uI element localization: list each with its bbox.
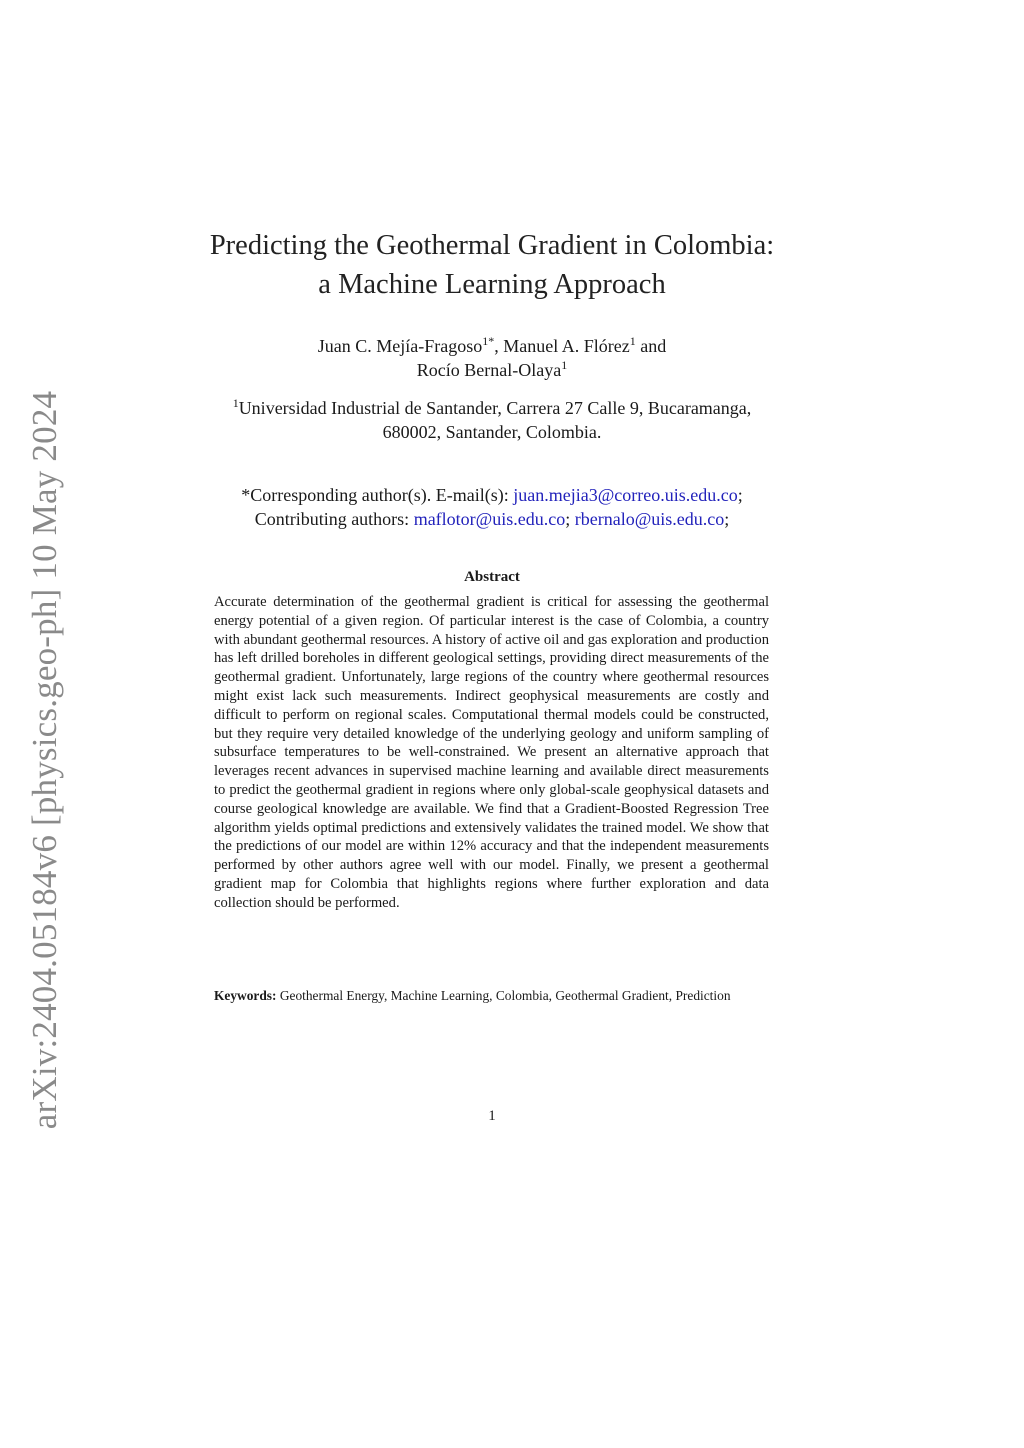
correspondence bbox=[0, 483, 984, 531]
affiliation-text-1: Universidad Industrial de Santander, Carrera 27 Calle 9, Bucaramanga, bbox=[238, 398, 752, 418]
author-line-1 bbox=[0, 334, 984, 358]
author-and: and bbox=[635, 336, 667, 356]
arxiv-stamp: arXiv:2404.05184v6 [physics.geo-ph] 10 May 2024 bbox=[25, 390, 64, 1130]
corresponding-label: *Corresponding author(s). E-mail(s): bbox=[241, 485, 514, 505]
contributing-label: Contributing authors: bbox=[254, 509, 414, 529]
author-bernal-olaya: Rocío Bernal-Olaya bbox=[416, 360, 562, 380]
author-list bbox=[0, 334, 984, 382]
contributing-semicolon: ; bbox=[724, 509, 730, 529]
author3-affiliation-mark: 1 bbox=[561, 358, 568, 372]
author-line-2 bbox=[0, 358, 984, 382]
contributing-authors-line bbox=[0, 507, 984, 531]
keywords-label: Keywords: bbox=[214, 988, 277, 1003]
paper-title bbox=[0, 226, 984, 304]
affiliation-line-1 bbox=[0, 396, 984, 420]
author-separator: , bbox=[494, 336, 504, 356]
contributing-email-link-1[interactable]: maflotor@uis.edu.co bbox=[413, 509, 566, 529]
title-line-1: Predicting the Geothermal Gradient in Colombia: bbox=[209, 230, 775, 261]
affiliation-mark: 1 bbox=[232, 396, 239, 410]
title-line-2: a Machine Learning Approach bbox=[318, 269, 666, 300]
keywords bbox=[214, 988, 774, 1005]
affiliation-line-2: 680002, Santander, Colombia. bbox=[382, 422, 602, 442]
author-florez: Manuel A. Flórez bbox=[503, 336, 630, 356]
contributing-email-link-2[interactable]: rbernalo@uis.edu.co bbox=[574, 509, 725, 529]
affiliation bbox=[0, 396, 984, 444]
keywords-text: Geothermal Energy, Machine Learning, Colombia, Geothermal Gradient, Prediction bbox=[276, 988, 731, 1003]
corresponding-author-line bbox=[0, 483, 984, 507]
corresponding-email-link[interactable]: juan.mejia3@correo.uis.edu.co bbox=[513, 485, 738, 505]
author1-affiliation-mark: 1* bbox=[482, 334, 495, 348]
contributing-separator: ; bbox=[565, 509, 575, 529]
corresponding-semicolon: ; bbox=[737, 485, 743, 505]
abstract-body: Accurate determination of the geothermal gradient is critical for assessing the geothermal energy potential of a given region. Of particular interest is the case of Colombia, a country with abundant geothermal resources. A history of active oil and gas exploration and production has left drilled boreholes in different geological settings, providing direct measurements of the geothermal gradient. Unfortunately, large regions of the country where geothermal resources might exist lack such measurements. Indirect geophysical measurements are costly and difficult to perform on regional scales. Computational thermal models could be constructed, but they require very detailed knowledge of the underlying geology and uniform sampling of subsurface temperatures to be well-constrained. We present an alternative approach that leverages recent advances in supervised machine learning and available direct measurements to predict the geothermal gradient in regions where only global-scale geophysical datasets and course geological knowledge are available. We find that a Gradient-Boosted Regression Tree algorithm yields optimal predictions and extensively validates the trained model. We show that the predictions of our model are within 12% accuracy and that the independent measurements performed by other authors agree well with our model. Finally, we present a geothermal gradient map for Colombia that highlights regions where further exploration and data collection should be performed. bbox=[214, 594, 769, 911]
page-number: 1 bbox=[488, 1108, 496, 1124]
abstract-heading: Abstract bbox=[464, 569, 520, 585]
author2-affiliation-mark: 1 bbox=[629, 334, 636, 348]
author-mejia-fragoso: Juan C. Mejía-Fragoso bbox=[317, 336, 483, 356]
